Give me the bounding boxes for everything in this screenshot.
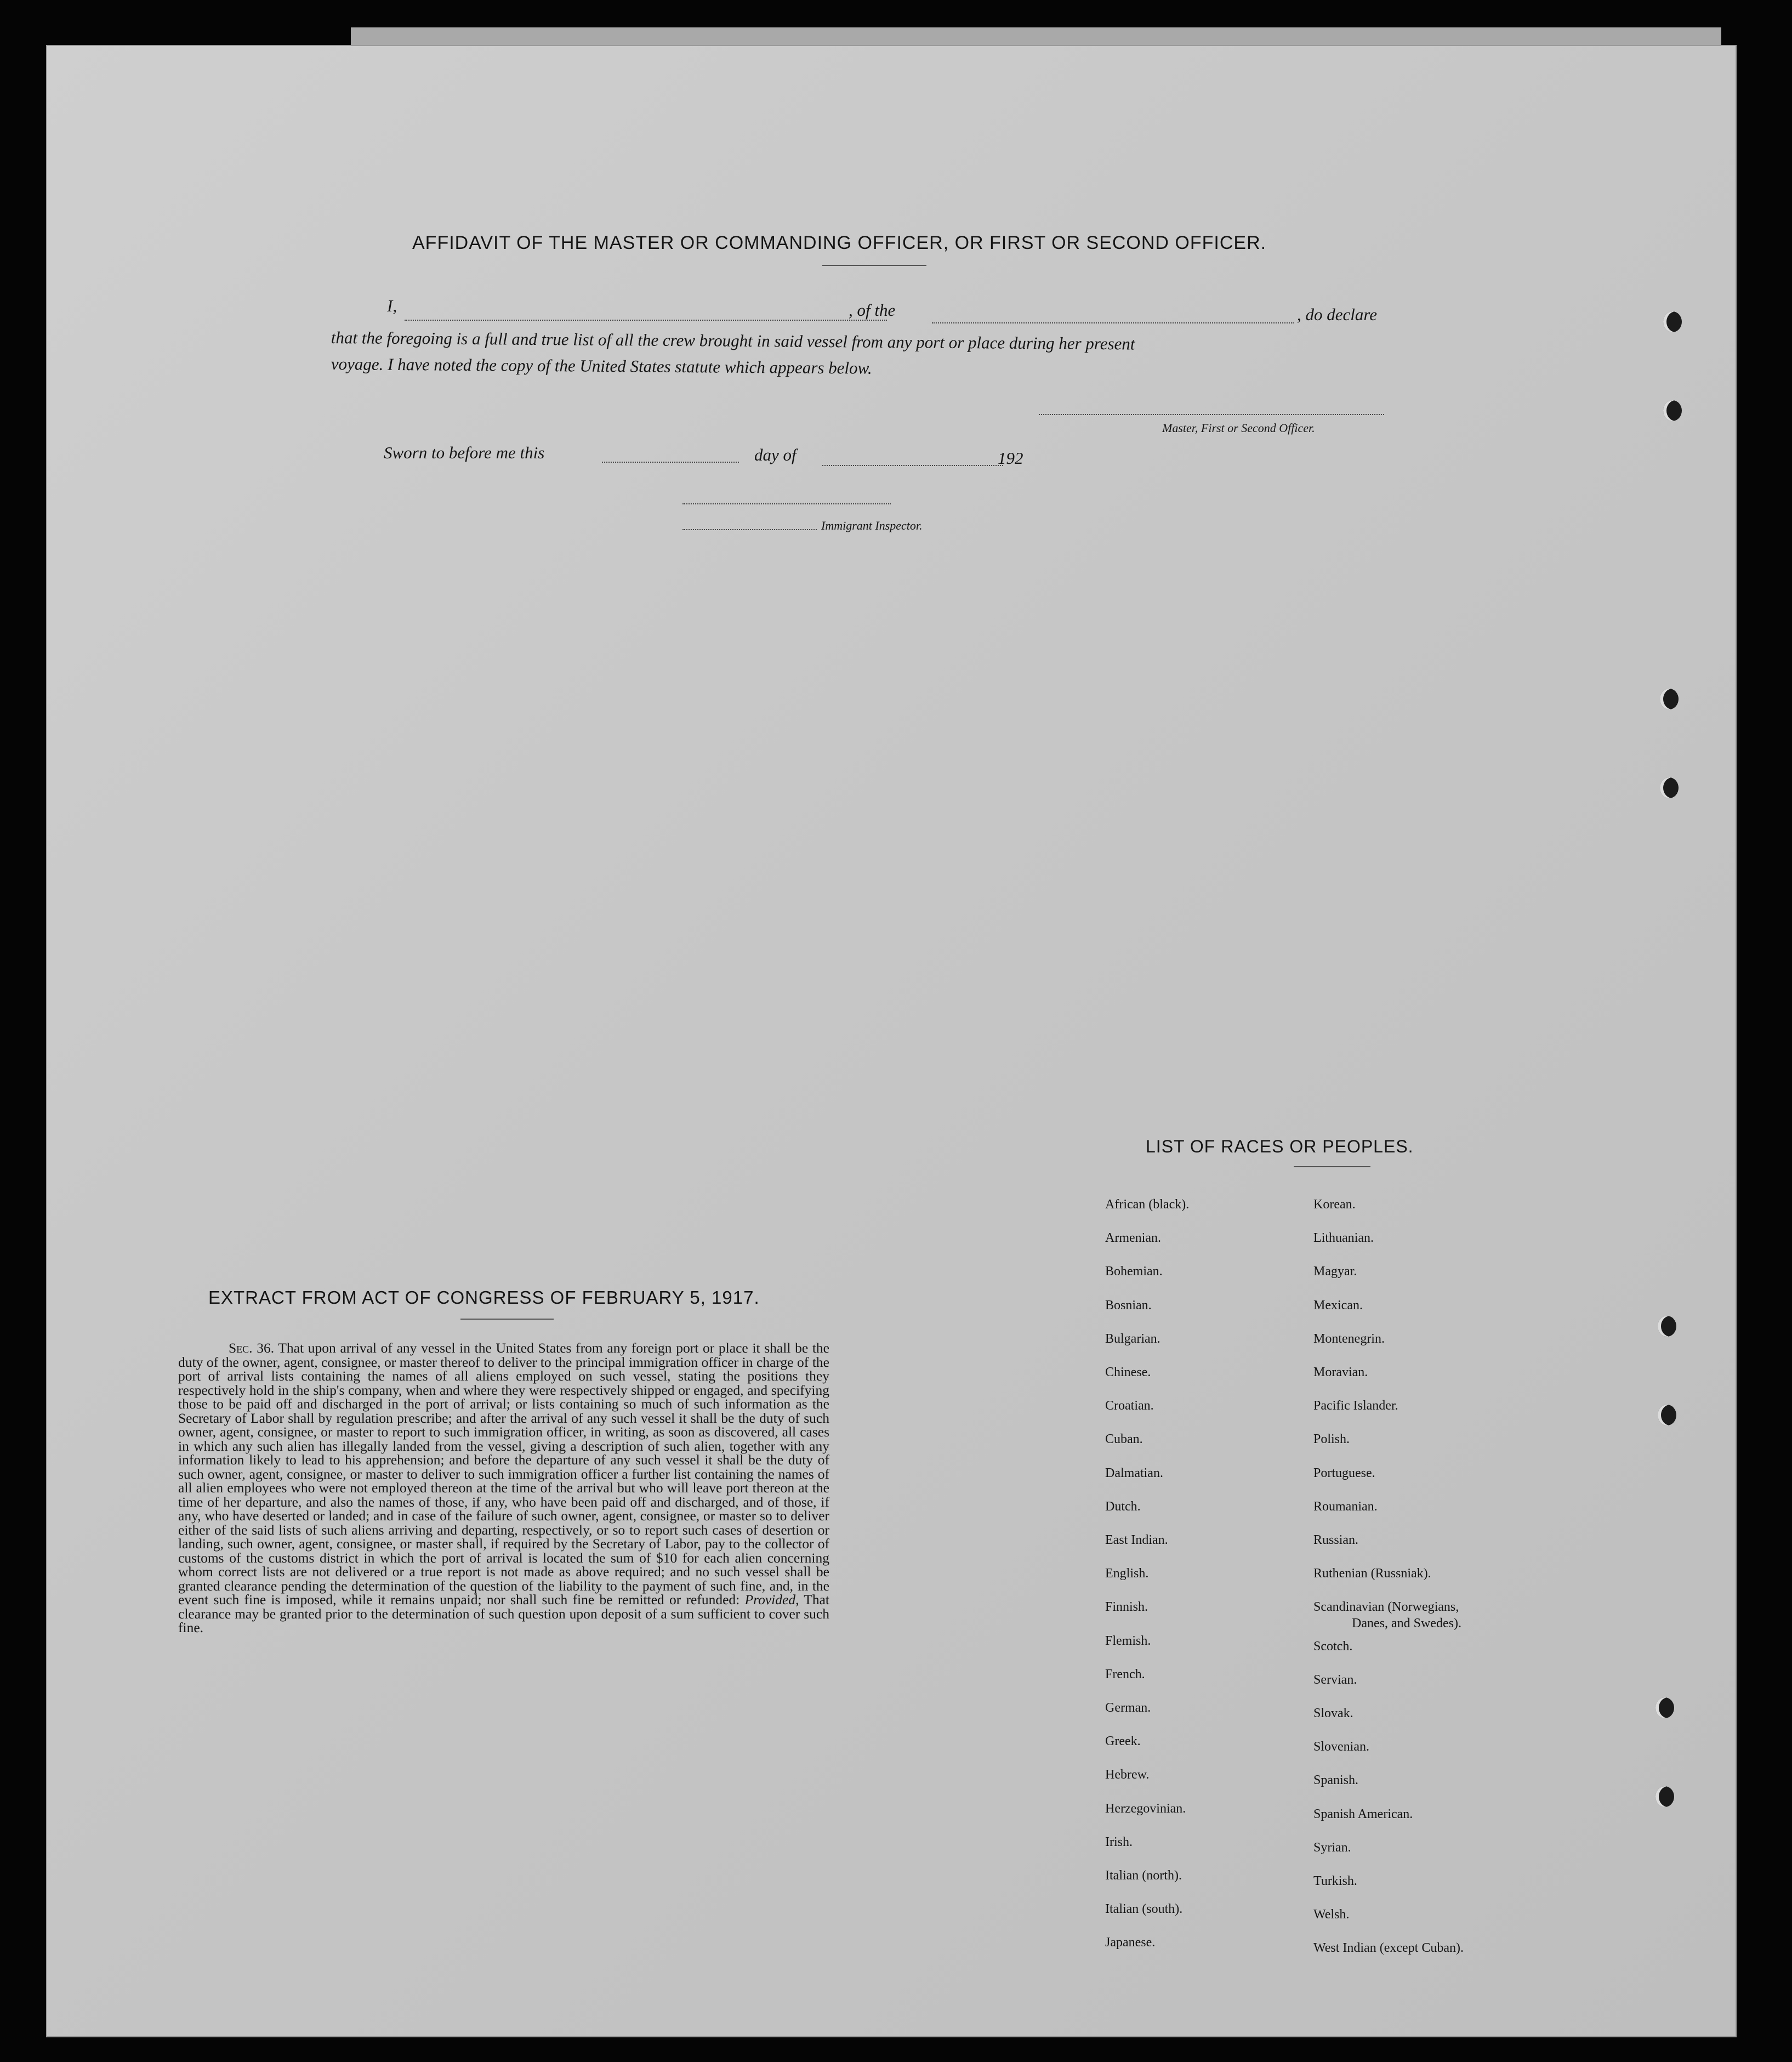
- race-item: African (black).: [1105, 1197, 1190, 1212]
- race-item: Roumanian.: [1313, 1499, 1378, 1514]
- race-item: Russian.: [1313, 1533, 1359, 1547]
- sworn-day-blank[interactable]: [602, 462, 739, 463]
- binder-hole: [1656, 1697, 1674, 1718]
- race-item: Pacific Islander.: [1313, 1399, 1398, 1413]
- race-item: Lithuanian.: [1313, 1231, 1374, 1246]
- race-item: Ruthenian (Russniak).: [1313, 1566, 1431, 1581]
- vessel-blank[interactable]: [932, 322, 1294, 323]
- name-blank[interactable]: [405, 320, 887, 321]
- race-item: Herzegovinian.: [1105, 1801, 1186, 1816]
- race-item: Scotch.: [1313, 1639, 1353, 1654]
- extract-section-text: That upon arrival of any vessel in the United States from any foreign port or place it shall be the duty of the owner, agent, consignee, or master thereof to deliver to the principal immigration officer in charge of the port of arrival lists containing the names of all aliens employed on such vessel, stating the positions they respectively hold in the ship's company, when and where they were respectively shipped or engaged, and specifying those to be paid off and discharged in the port of arrival; or lists containing so much of such information as the Secretary of Labor shall by regulation prescribe; and after the arrival of any such vessel it shall be the duty of such owner, agent, consignee, or master to report to such immigration officer, in writing, as soon as discovered, all cases in which any such alien has illegally landed from the vessel, giving a description of such alien, together with any information likely to lead to his apprehension; and before the departure of any such vessel it shall be the duty of such owner, agent, consignee, or master to deliver to such immigration officer a further list containing the names of all alien employees who were not employed thereon at the time of the arrival but who will leave port thereon at the time of her departure, and also the names of those, if any, who have been paid off and discharged, and of those, if any, who have deserted or landed; and in case of the failure of such owner, agent, consignee, or master so to deliver either of the said lists of such aliens arriving and departing, respectively, or so to report such cases of desertion or landing, such owner, agent, consignee, or master shall, if required by the Secretary of Labor, pay to the collector of customs of the customs district in which the port of arrival is located the sum of $10 for each alien concerning whom correct lists are not delivered or a true report is not made as above required; and no such vessel shall be granted clearance pending the determination of the question of the liability to the payment of such fine, and, in the event such fine is imposed, while it remains unpaid; nor shall such fine be remitted or refunded:: [178, 1340, 829, 1607]
- race-item: Magyar.: [1313, 1264, 1357, 1279]
- race-item: Japanese.: [1105, 1935, 1156, 1950]
- inspector-signature-line-2[interactable]: [682, 529, 817, 530]
- race-item: Armenian.: [1105, 1231, 1161, 1246]
- race-item: German.: [1105, 1701, 1151, 1715]
- sworn-mid: day of: [754, 445, 797, 464]
- race-item: French.: [1105, 1667, 1145, 1682]
- race-item: Dutch.: [1105, 1499, 1141, 1514]
- race-item: Irish.: [1105, 1834, 1133, 1849]
- sworn-month-blank[interactable]: [822, 465, 1003, 466]
- extract-body: [178, 1341, 829, 1635]
- races-title: LIST OF RACES OR PEOPLES.: [1146, 1137, 1414, 1156]
- race-item: West Indian (except Cuban).: [1313, 1941, 1464, 1956]
- signature-label: Master, First or Second Officer.: [1162, 421, 1315, 435]
- race-item: Italian (north).: [1105, 1868, 1182, 1883]
- race-item: Dalmatian.: [1105, 1465, 1163, 1480]
- race-item: Mexican.: [1313, 1298, 1363, 1313]
- binder-hole: [1660, 689, 1679, 709]
- race-item: Italian (south).: [1105, 1902, 1183, 1917]
- affidavit-line1-start: I,: [387, 296, 397, 315]
- race-item: Moravian.: [1313, 1365, 1368, 1379]
- race-item: Bulgarian.: [1105, 1331, 1160, 1346]
- race-item: Portuguese.: [1313, 1465, 1375, 1480]
- signature-line[interactable]: [1039, 414, 1384, 415]
- race-item: Korean.: [1313, 1197, 1356, 1212]
- races-title-rule: [1294, 1166, 1370, 1167]
- extract-title-rule: [460, 1319, 554, 1320]
- binder-hole: [1658, 1316, 1676, 1337]
- affidavit-line1-end: , do declare: [1297, 305, 1378, 324]
- race-item: Slovak.: [1313, 1706, 1353, 1720]
- affidavit-title-rule: [822, 265, 926, 266]
- race-item: Flemish.: [1105, 1633, 1151, 1648]
- affidavit-line2: that the foregoing is a full and true list of all the crew brought in said vessel from any port or place during her present: [331, 328, 1135, 354]
- sworn-year: 192: [998, 448, 1023, 468]
- race-item: Turkish.: [1313, 1874, 1357, 1888]
- race-item: Bosnian.: [1105, 1298, 1152, 1313]
- extract-title: EXTRACT FROM ACT OF CONGRESS OF FEBRUARY 5, 1917.: [208, 1287, 760, 1308]
- race-item: Spanish.: [1313, 1773, 1359, 1788]
- race-item: Scandinavian (Norwegians,: [1313, 1600, 1459, 1615]
- affidavit-line1-mid: , of the: [849, 300, 896, 320]
- extract-section-number: Sec. 36.: [229, 1340, 275, 1356]
- binder-hole: [1658, 1405, 1676, 1425]
- race-item: East Indian.: [1105, 1533, 1168, 1547]
- sworn-start: Sworn to before me this: [384, 443, 545, 462]
- race-item: Spanish American.: [1313, 1807, 1413, 1821]
- extract-proviso-word: Provided,: [744, 1592, 799, 1607]
- binder-hole: [1663, 400, 1682, 421]
- race-item: Polish.: [1313, 1432, 1350, 1447]
- race-item: Finnish.: [1105, 1600, 1148, 1615]
- race-item-continuation: Danes, and Swedes).: [1352, 1616, 1461, 1631]
- race-item: English.: [1105, 1566, 1149, 1581]
- binder-hole: [1663, 311, 1682, 332]
- inspector-label: Immigrant Inspector.: [821, 519, 923, 532]
- race-item: Slovenian.: [1313, 1740, 1369, 1754]
- affidavit-line3: voyage. I have noted the copy of the United States statute which appears below.: [331, 354, 872, 378]
- inspector-signature-line[interactable]: [682, 503, 891, 504]
- race-item: Greek.: [1105, 1734, 1141, 1749]
- race-item: Bohemian.: [1105, 1264, 1163, 1279]
- extract-proviso-text: That clearance may be granted prior to the determination of such question upon deposit of a sum sufficient to cover such fine.: [178, 1592, 830, 1635]
- binder-hole: [1656, 1786, 1674, 1807]
- binder-hole: [1660, 777, 1679, 798]
- race-item: Hebrew.: [1105, 1768, 1150, 1782]
- race-item: Croatian.: [1105, 1399, 1154, 1413]
- race-item: Servian.: [1313, 1672, 1357, 1687]
- race-item: Chinese.: [1105, 1365, 1151, 1379]
- race-item: Cuban.: [1105, 1432, 1143, 1447]
- affidavit-title: AFFIDAVIT OF THE MASTER OR COMMANDING OFFICER, OR FIRST OR SECOND OFFICER.: [412, 232, 1267, 253]
- race-item: Montenegrin.: [1313, 1331, 1385, 1346]
- race-item: Syrian.: [1313, 1840, 1351, 1855]
- race-item: Welsh.: [1313, 1907, 1350, 1922]
